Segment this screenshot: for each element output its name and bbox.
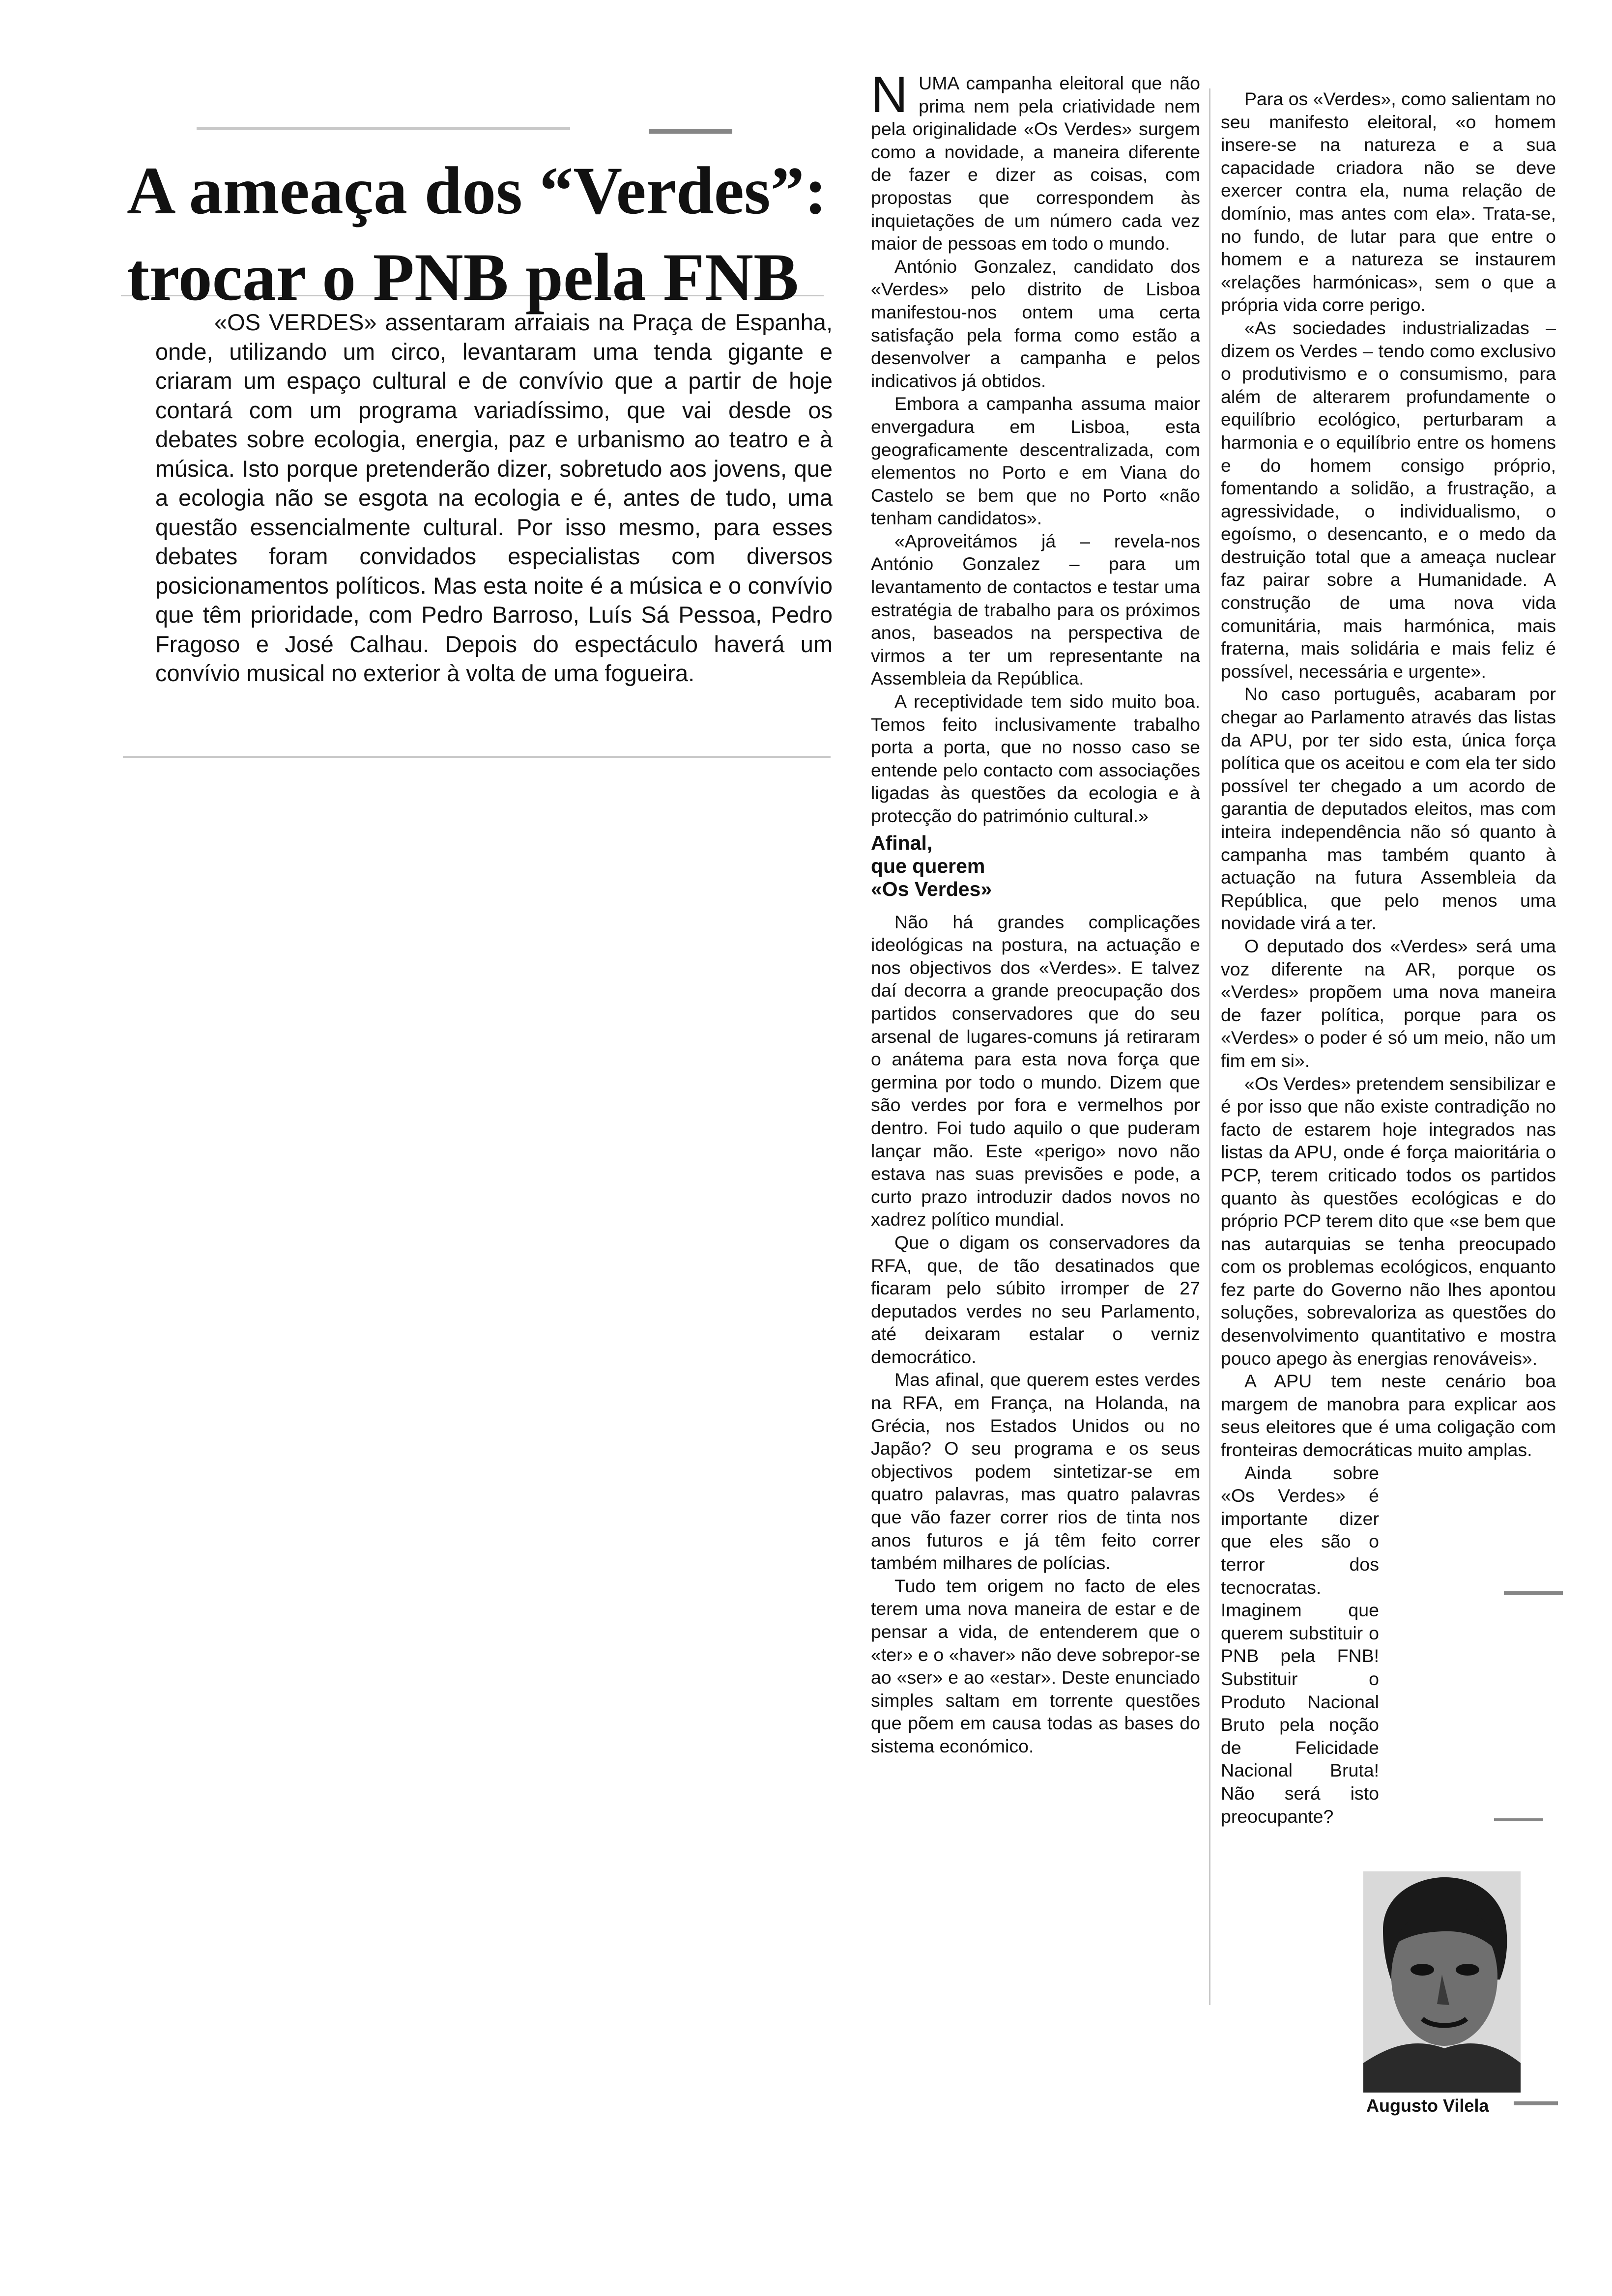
subhead (871, 832, 1200, 901)
body-paragraph: «Os Verdes» pretendem sensibilizar e é por isso que não existe contradição no facto de estarem hoje integrados nas listas da APU, onde é força maioritária o PCP, terem criticado todos os partidos quanto às questões ecológicas e do próprio PCP terem dito que «se bem que nas autarquias se tenha preocupado com os problemas ecológicos, enquanto fez parte do Governo não lhes apontou soluções, sobrevaloriza as questões do desenvolvimento quantitativo e mostra pouco apego às energias renováveis». (1221, 1073, 1556, 1369)
subhead-line: «Os Verdes» (871, 877, 992, 900)
body-paragraph: «As sociedades industrializadas – dizem os Verdes – tendo como exclusivo o produtivismo e o consumismo, para além de alterarem profundamente o equilíbrio ecológico, perturbaram a harmonia e o equilíbrio entre os homens e do homem consigo próprio, fomentando a solidão, a frustração, a agressividade, o individualismo, o egoísmo, o desencanto, e o medo da destruição total que a ameaça nuclear faz pairar sobre a Humanidade. A construção de uma nova vida comunitária, mais harmónica, mais fraterna, mais solidária e mais feliz é possível, necessária e urgente». (1221, 317, 1556, 682)
headline (127, 147, 854, 320)
article-column-b (1221, 87, 1556, 1828)
portrait-photo-icon (1363, 1871, 1521, 2093)
subhead-line: que querem (871, 854, 985, 877)
body-paragraph: Tudo tem origem no facto de eles terem uma nova maneira de estar e de pensar a vida, de entenderem que o «ter» e o «haver» não deve sobrepor-se ao «ser» e ao «estar». Deste enunciado simples saltam em torrente questões que põem em causa todas as bases do sistema económico. (871, 1575, 1200, 1756)
body-paragraph: No caso português, acabaram por chegar ao Parlamento através das listas da APU, por ter sido esta, única força política que os aceitou e com ela ter sido possível ter chegado a um acordo de garantia de deputados eleitos, mas com inteira independência não só quanto à campanha mas também quanto à actuação na futura Assembleia da República, que pelo menos uma novidade virá a ter. (1221, 684, 1556, 934)
body-paragraph: Que o digam os conservadores da RFA, que, de tão desatinados que ficaram pelo súbito irromper de 27 deputados verdes no seu Parlamento, até deixaram estalar o verniz democrático. (871, 1232, 1200, 1367)
author-byline: Augusto Vilela (1366, 2095, 1489, 2116)
closing-paragraph: Ainda sobre «Os Verdes» é importante dizer que eles são o terror dos tecnocratas. Imaginem que querem substituir o PNB pela FNB! Substituir o Produto Nacional Bruto pela noção de Felicidade Nacional Bruta! Não será isto preocupante? (1221, 1462, 1379, 1827)
body-paragraph: O deputado dos «Verdes» será uma voz diferente na AR, porque os «Verdes» propõem uma nova maneira de fazer política, porque para os «Verdes» o poder é só um meio, não um fim em si». (1221, 935, 1556, 1071)
intro-paragraph (155, 308, 833, 688)
body-paragraph: Não há grandes complicações ideológicas na postura, na actuação e nos objectivos dos «Verdes». E talvez daí decorra a grande preocupação dos partidos conservadores que do seu arsenal de lugares-comuns já retiraram o anátema para esta nova força que germina por todo o mundo. Dizem que são verdes por fora e vermelhos por dentro. Foi tudo aquilo o que puderam lançar mão. Este «perigo» novo não estava nas suas previsões e pode, a curto prazo introduzir dados novos no xadrez político mundial. (871, 911, 1200, 1230)
body-paragraph: Para os «Verdes», como salientam no seu manifesto eleitoral, «o homem insere-se na natureza e a sua capacidade criadora não se deve exercer contra ela, numa relação de domínio, mas antes com ela». Trata-se, no fundo, de lutar para que entre o homem e a natureza se instaurem «relações harmónicas», sem o que a própria vida corre perigo. (1221, 88, 1556, 316)
intro-text: «OS VERDES» assentaram arraiais na Praça de Espanha, onde, utilizando um circo, levantaram uma tenda gigante e criaram um espaço cultural e de convívio que a partir de hoje contará com um programa variadíssimo, que vai desde os debates sobre ecologia, energia, paz e urbanismo ao teatro e à música. Isto porque pretenderão dizer, sobretudo aos jovens, que a ecologia não se esgota na ecologia e é, antes de tudo, uma questão essencialmente cultural. Por isso mesmo, para esses debates foram convidados especialistas com diversos posicionamentos políticos. Mas esta noite é a música e o convívio que têm prioridade, com Pedro Barroso, Luís Sá Pessoa, Pedro Fragoso e José Calhau. Depois do espectáculo haverá um convívio musical no exterior à volta de uma fogueira. (155, 309, 833, 686)
body-paragraph: Embora a campanha assuma maior envergadura em Lisboa, esta geograficamente descentralizada, com elementos no Porto e em Viana do Castelo se bem que no Porto «não tenham candidatos». (871, 393, 1200, 529)
headline-line-2: trocar o PNB pela FNB (127, 239, 799, 315)
body-paragraph: Mas afinal, que querem estes verdes na RFA, em França, na Holanda, na Grécia, nos Estados Unidos ou no Japão? O seu programa e os seus objectivos podem sintetizar-se em quatro palavras, mas quatro palavras que vão fazer correr rios de tinta nos anos futuros e já têm feito correr também milhares de polícias. (871, 1369, 1200, 1574)
scan-noise (1209, 88, 1210, 2005)
scan-noise (197, 127, 570, 130)
scan-noise (649, 129, 732, 134)
scan-noise (123, 756, 831, 758)
article-column-a (871, 66, 1200, 1758)
subhead-line: Afinal, (871, 831, 933, 854)
body-paragraph: «Aproveitámos já – revela-nos António Gonzalez – para um levantamento de contactos e testar uma estratégia de trabalho para os próximos anos, baseados na perspectiva de virmos a ter um representante na Assembleia da República. (871, 530, 1200, 689)
body-paragraph: A receptividade tem sido muito boa. Temos feito inclusivamente trabalho porta a porta, que no nosso caso se entende pelo contacto com associações ligadas às questões da ecologia e à protecção do património cultural.» (871, 691, 1200, 826)
lede-text: UMA campanha eleitoral que não prima nem pela criatividade nem pela originalidade «Os Verdes» surgem como a novidade, a maneira diferente de fazer e dizer as coisas, com propostas que correspondem às inquietações de um número cada vez maior de pessoas em todo o mundo. (871, 73, 1200, 254)
drop-cap: N (871, 66, 908, 123)
body-paragraph: A APU tem neste cenário boa margem de manobra para explicar aos seus eleitores que é uma coligação com fronteiras democráticas muito amplas. (1221, 1371, 1556, 1461)
lede-paragraph (871, 66, 1200, 255)
body-paragraph: António Gonzalez, candidato dos «Verdes» pelo distrito de Lisboa manifestou-nos ontem uma certa satisfação pela forma como estão a desenvolver a campanha e pelos indicativos já obtidos. (871, 256, 1200, 391)
headline-line-1: A ameaça dos “Verdes”: (127, 153, 827, 228)
